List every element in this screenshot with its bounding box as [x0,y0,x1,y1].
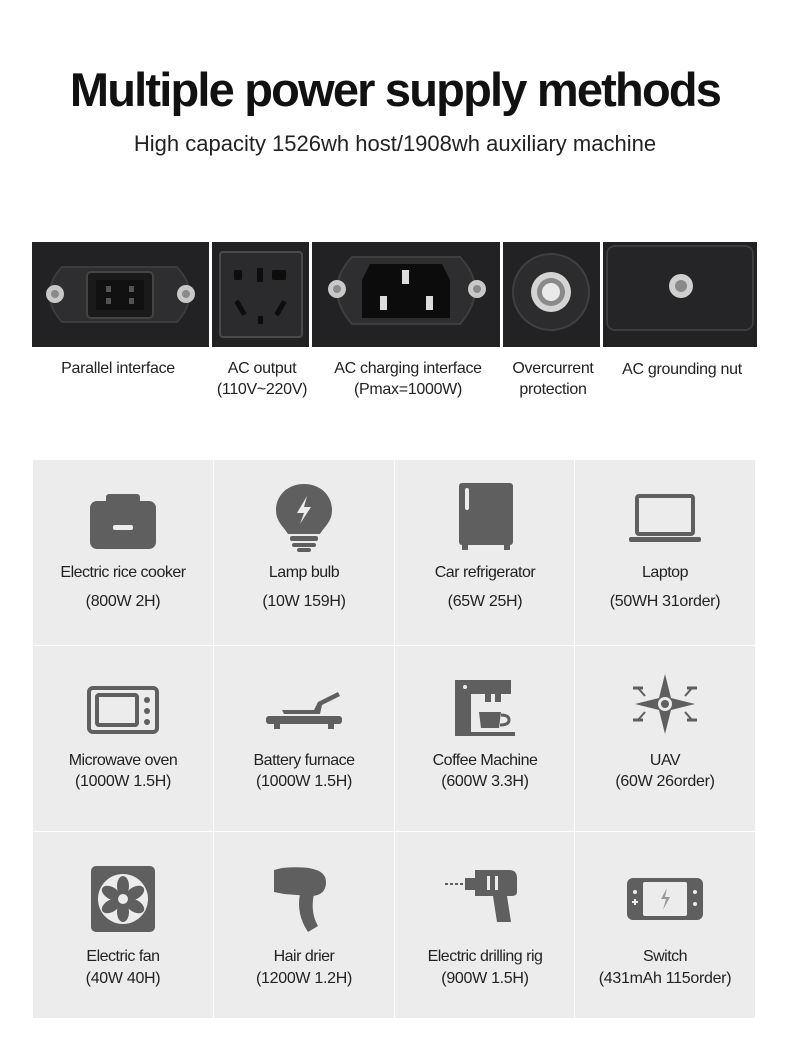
appliance-spec: (1000W 1.5H) [256,773,352,790]
appliance-switch [575,832,755,1018]
port-label-overcurrent: Overcurrent protection [512,360,594,398]
appliance-spec: (431mAh 115order) [598,970,732,987]
appliance-spec: (1200W 1.2H) [256,970,352,987]
appliance-spec: (900W 1.5H) [441,970,529,987]
appliance-name: UAV [649,752,681,769]
appliance-spec: (40W 40H) [85,970,161,987]
ac-grounding-nut-photo [603,242,757,347]
ac-output-photo [212,242,309,347]
page-subtitle: High capacity 1526wh host/1908wh auxiliary machine [133,131,657,156]
appliance-car-refrigerator [395,460,575,646]
appliance-coffee-machine [395,646,575,832]
appliance-spec: (600W 3.3H) [441,773,529,790]
appliance-name: Lamp bulb [268,564,340,581]
lamp-bulb-icon [264,482,344,552]
appliance-name: Coffee Machine [432,752,538,769]
port-label-parallel: Parallel interface [61,360,175,377]
appliance-name: Electric fan [86,948,160,965]
refrigerator-icon [445,482,525,552]
appliance-name: Electric rice cooker [60,564,186,581]
port-label-grounding-nut: AC grounding nut [622,361,742,378]
appliance-name: Electric drilling rig [427,948,543,965]
appliance-spec: (10W 159H) [262,593,346,610]
appliance-spec: (60W 26order) [615,773,715,790]
appliance-spec: (1000W 1.5H) [75,773,171,790]
appliance-microwave-oven [33,646,213,832]
appliance-spec: (65W 25H) [447,593,523,610]
appliance-spec: (800W 2H) [85,593,161,610]
appliance-name: Switch [642,948,688,965]
appliance-name: Car refrigerator [434,564,536,581]
appliance-electric-fan [33,832,213,1018]
rice-cooker-icon [83,482,163,552]
appliance-uav [575,646,755,832]
drill-icon [445,864,525,934]
appliance-lamp-bulb [214,460,394,646]
appliance-name: Laptop [642,564,688,581]
drone-icon [625,668,705,738]
game-console-icon [625,864,705,934]
induction-stove-icon [264,668,344,738]
laptop-icon [625,482,705,552]
appliance-name: Hair drier [273,948,335,965]
appliance-battery-furnace [214,646,394,832]
overcurrent-protection-photo [503,242,600,347]
coffee-machine-icon [445,668,525,738]
fan-icon [83,864,163,934]
page-title: Multiple power supply methods [69,63,721,116]
port-label-ac-charging: AC charging interface (Pmax=1000W) [334,360,482,398]
appliance-name: Microwave oven [68,752,178,769]
appliance-name: Battery furnace [253,752,355,769]
appliance-laptop [575,460,755,646]
appliance-spec: (50WH 31order) [609,593,721,610]
appliance-rice-cooker [33,460,213,646]
port-label-ac-output: AC output (110V~220V) [216,360,308,398]
parallel-interface-photo [32,242,209,347]
appliance-electric-drilling-rig [395,832,575,1018]
appliance-hair-drier [214,832,394,1018]
microwave-icon [83,668,163,738]
ac-charging-interface-photo [312,242,500,347]
appliance-grid [33,460,755,1018]
hair-dryer-icon [264,864,344,934]
